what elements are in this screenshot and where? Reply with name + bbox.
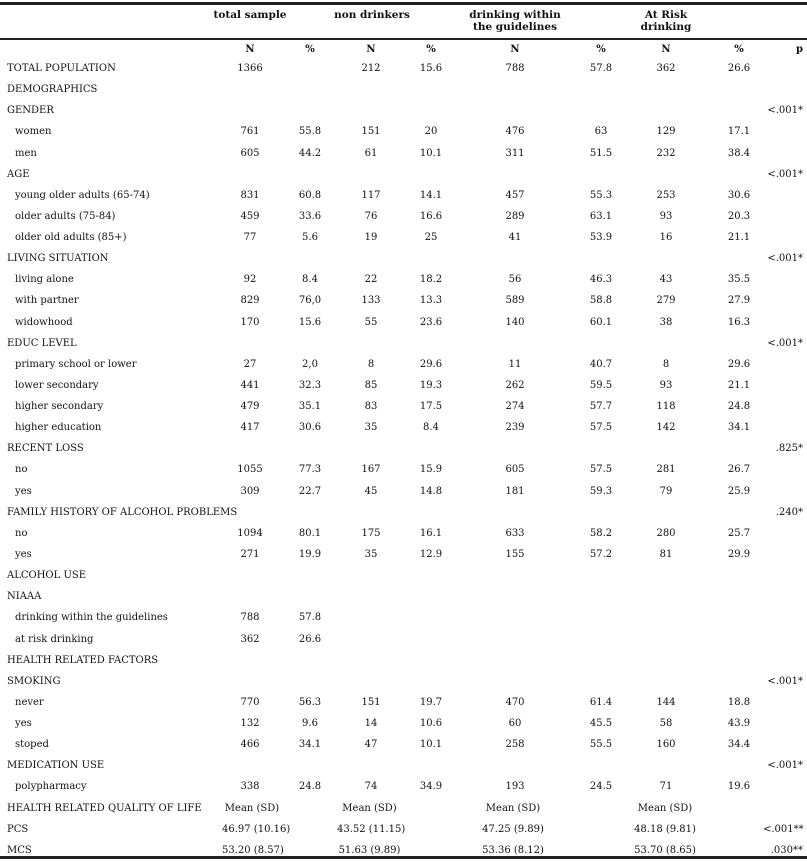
table-cell: 155 (505, 548, 525, 560)
row-label: HEALTH RELATED FACTORS (7, 654, 159, 666)
mean-row (0, 798, 807, 819)
row-label: drinking within the guidelines (15, 612, 168, 624)
p-value-cell: .240* (775, 506, 803, 518)
table-cell: 232 (656, 147, 676, 159)
table-cell: 29.9 (727, 548, 751, 560)
table-row (0, 523, 807, 544)
table-cell: 47 (364, 739, 378, 751)
row-label: higher secondary (15, 401, 104, 413)
table-cell: 8.4 (423, 422, 439, 434)
table-cell: 57.7 (589, 401, 613, 413)
table-cell: 40.7 (589, 358, 613, 370)
table-cell: 58.8 (589, 295, 613, 307)
row-label: FAMILY HISTORY OF ALCOHOL PROBLEMS (7, 506, 238, 518)
subheader-pct: % (426, 44, 436, 55)
table-cell: 15.9 (419, 464, 443, 476)
table-cell: 35.1 (298, 401, 322, 413)
table-cell: 470 (505, 696, 525, 708)
table-cell: 26.6 (727, 63, 751, 74)
table-cell: 61 (364, 147, 378, 159)
row-label: RECENT LOSS (7, 443, 84, 455)
row-label: yes (15, 718, 32, 730)
table-cell: 35 (364, 548, 378, 560)
row-label: primary school or lower (15, 358, 137, 370)
mean-row (0, 819, 807, 840)
table-cell: 144 (656, 696, 676, 708)
table-cell: 160 (656, 739, 676, 751)
table-cell: 55 (364, 316, 378, 328)
row-label: MEDICATION USE (7, 760, 105, 772)
table-cell: 34.1 (727, 422, 751, 434)
table-cell: 34.4 (727, 739, 751, 751)
table-cell: 57.5 (589, 422, 613, 434)
table-section-row (0, 100, 807, 121)
table-cell: 41 (508, 232, 522, 244)
table-cell: 93 (659, 210, 673, 222)
table-cell: 18.2 (419, 274, 443, 286)
table-cell: 633 (505, 527, 525, 539)
mean-cell: Mean (SD) (224, 802, 280, 814)
table-cell: 33.6 (298, 210, 322, 222)
table-cell: 262 (505, 379, 525, 391)
table-cell: 5.6 (302, 232, 318, 244)
table-cell: 24.5 (589, 781, 613, 793)
table-cell: 19.3 (419, 379, 443, 391)
table-cell: 212 (361, 63, 381, 74)
table-cell: 9.6 (302, 718, 318, 730)
row-label: widowhood (15, 316, 73, 328)
table-row (0, 713, 807, 734)
row-label: older adults (75-84) (15, 210, 116, 222)
p-value-cell: <.001* (767, 760, 803, 772)
table-cell: 21.1 (727, 379, 751, 391)
table-cell: 60.8 (298, 189, 322, 201)
header-drinking-within-guidelines: drinking within the guidelines (469, 9, 561, 33)
table-cell: 193 (505, 781, 525, 793)
p-value-cell: .825* (775, 443, 803, 455)
table-cell: 117 (361, 189, 381, 201)
table-cell: 14 (364, 718, 378, 730)
table-row (0, 375, 807, 396)
table-cell: 118 (656, 401, 676, 413)
table-row (0, 269, 807, 290)
table-section-row (0, 333, 807, 354)
table-row (0, 354, 807, 375)
table-cell: 38 (659, 316, 673, 328)
mean-cell: 48.18 (9.81) (634, 823, 696, 835)
table-cell: 60.1 (589, 316, 613, 328)
mean-cell: 53.70 (8.65) (634, 844, 696, 856)
table-cell: 12.9 (419, 548, 443, 560)
row-label: EDUC LEVEL (7, 337, 77, 349)
mean-cell: 47.25 (9.89) (482, 823, 544, 835)
table-cell: 30.6 (298, 422, 322, 434)
table-cell: 831 (240, 189, 260, 201)
table-cell: 8 (662, 358, 670, 370)
table-row (0, 143, 807, 164)
table-cell: 76 (364, 210, 378, 222)
table-row (0, 607, 807, 628)
table-cell: 35 (364, 422, 378, 434)
table-cell: 77 (243, 232, 257, 244)
row-label: no (15, 527, 28, 539)
table-cell: 23.6 (419, 316, 443, 328)
p-value-cell: <.001* (767, 253, 803, 265)
table-cell: 170 (240, 316, 260, 328)
table-cell: 55.3 (589, 189, 613, 201)
table-cell: 56 (508, 274, 522, 286)
table-cell: 14.1 (419, 189, 443, 201)
table-row (0, 206, 807, 227)
table-cell: 1094 (237, 527, 263, 539)
table-cell: 175 (361, 527, 381, 539)
table-cell: 829 (240, 295, 260, 307)
row-label: GENDER (7, 105, 54, 117)
table-section-row (0, 755, 807, 776)
table-cell: 38.4 (727, 147, 751, 159)
table-cell: 19.6 (727, 781, 751, 793)
table-cell: 29.6 (727, 358, 751, 370)
mean-cell: Mean (SD) (485, 802, 541, 814)
row-label: older old adults (85+) (15, 232, 127, 244)
table-cell: 1366 (237, 63, 263, 74)
table-cell: 417 (240, 422, 260, 434)
table-cell: 34.9 (419, 781, 443, 793)
p-value-cell: <.001* (767, 675, 803, 687)
subheader-n: N (510, 44, 520, 55)
table-cell: 55.8 (298, 126, 322, 138)
table-cell: 8.4 (302, 274, 318, 286)
table-cell: 129 (656, 126, 676, 138)
table-cell: 17.5 (419, 401, 443, 413)
table-cell: 79 (659, 485, 673, 497)
table-cell: 10.1 (419, 147, 443, 159)
table-cell: 1055 (237, 464, 263, 476)
table-cell: 61.4 (589, 696, 613, 708)
table-cell: 59.5 (589, 379, 613, 391)
table-cell: 30.6 (727, 189, 751, 201)
subheader-pct: % (734, 44, 744, 55)
table-cell: 279 (656, 295, 676, 307)
table-cell: 43 (659, 274, 673, 286)
table-cell: 309 (240, 485, 260, 497)
row-label: MCS (7, 844, 32, 856)
table-cell: 57.8 (589, 63, 613, 74)
table-row (0, 185, 807, 206)
table-cell: 15.6 (419, 63, 443, 74)
mean-cell: 51.63 (9.89) (338, 844, 401, 856)
table-cell: 77.3 (298, 464, 322, 476)
table-cell: 22 (364, 274, 378, 286)
row-label: AGE (7, 168, 30, 180)
table-row (0, 776, 807, 797)
table-section-row (0, 58, 807, 79)
table-cell: 57.5 (589, 464, 613, 476)
subheader-pct: % (596, 44, 606, 55)
table-cell: 74 (364, 781, 378, 793)
table-row (0, 227, 807, 248)
table-cell: 151 (361, 126, 381, 138)
table-section-row (0, 164, 807, 185)
table-cell: 271 (240, 548, 260, 560)
row-label: higher education (15, 422, 102, 434)
table-cell: 133 (361, 295, 381, 307)
table-cell: 46.3 (589, 274, 613, 286)
table-cell: 788 (505, 63, 525, 74)
table-cell: 181 (505, 485, 525, 497)
table-section-row (0, 565, 807, 586)
subheader-n: N (245, 44, 255, 55)
row-label: young older adults (65-74) (15, 189, 150, 201)
subheader-p: p (796, 44, 803, 55)
table-cell: 605 (240, 147, 260, 159)
p-value-cell: <.001* (767, 337, 803, 349)
table-row (0, 481, 807, 502)
table-cell: 25.9 (727, 485, 751, 497)
table-section-row (0, 586, 807, 607)
mean-cell: Mean (SD) (342, 802, 397, 814)
table-cell: 20.3 (727, 210, 751, 222)
table-cell: 44.2 (298, 147, 322, 159)
mean-cell: 53.36 (8.12) (482, 844, 544, 856)
table-row (0, 692, 807, 713)
table-cell: 151 (361, 696, 381, 708)
table-cell: 14.8 (419, 485, 443, 497)
table-row (0, 417, 807, 438)
table-cell: 167 (361, 464, 381, 476)
row-label: polypharmacy (15, 781, 87, 793)
table-row (0, 121, 807, 142)
table-row (0, 396, 807, 417)
table-cell: 71 (659, 781, 673, 793)
table-section-row (0, 671, 807, 692)
table-cell: 58.2 (589, 527, 613, 539)
row-label: PCS (7, 823, 29, 835)
row-label: with partner (15, 295, 79, 307)
subheader-pct: % (305, 44, 315, 55)
row-label: TOTAL POPULATION (7, 63, 116, 74)
table-cell: 17.1 (727, 126, 751, 138)
mean-cell: 46.97 (10.16) (222, 823, 291, 835)
table-cell: 239 (505, 422, 525, 434)
mean-cell: 53.20 (8.57) (222, 844, 284, 856)
table-cell: 142 (656, 422, 676, 434)
table-cell: 80.1 (298, 527, 322, 539)
table-cell: 24.8 (727, 401, 751, 413)
table-cell: 2,0 (302, 358, 318, 370)
table-section-row (0, 502, 807, 523)
table-cell: 27 (243, 358, 257, 370)
table-cell: 19 (364, 232, 378, 244)
table-cell: 132 (240, 718, 260, 730)
table-cell: 258 (505, 739, 525, 751)
row-label: yes (15, 485, 32, 497)
table-cell: 63.1 (589, 210, 613, 222)
row-label: men (15, 147, 37, 159)
table-cell: 788 (240, 612, 260, 624)
table-cell: 13.3 (419, 295, 443, 307)
table-cell: 311 (505, 147, 525, 159)
table-cell: 10.1 (419, 739, 443, 751)
table-section-row (0, 438, 807, 459)
table-cell: 22.7 (298, 485, 322, 497)
table-cell: 85 (364, 379, 378, 391)
table-cell: 479 (240, 401, 260, 413)
table-cell: 24.8 (298, 781, 322, 793)
table-row (0, 544, 807, 565)
table-cell: 93 (659, 379, 673, 391)
table-cell: 19.7 (419, 696, 443, 708)
table-cell: 15.6 (298, 316, 322, 328)
header-at-risk-drinking: At Risk drinking (640, 9, 692, 33)
table-cell: 289 (505, 210, 525, 222)
table-top-rule (0, 2, 807, 5)
table-cell: 19.9 (298, 548, 322, 560)
row-label: lower secondary (15, 379, 99, 391)
table-cell: 16.1 (419, 527, 443, 539)
row-label: LIVING SITUATION (7, 253, 109, 265)
subheader-n: N (661, 44, 671, 55)
table-row (0, 312, 807, 333)
table-cell: 140 (505, 316, 525, 328)
table-cell: 92 (243, 274, 257, 286)
row-label: ALCOHOL USE (7, 570, 87, 582)
table-cell: 27.9 (727, 295, 751, 307)
row-label: stoped (15, 739, 49, 751)
table-row (0, 734, 807, 755)
table-cell: 60 (508, 718, 522, 730)
row-label: living alone (15, 274, 74, 286)
table-cell: 34.1 (298, 739, 322, 751)
table-cell: 441 (240, 379, 260, 391)
p-value-cell: <.001** (763, 823, 804, 835)
table-cell: 57.2 (589, 548, 613, 560)
row-label: at risk drinking (15, 633, 94, 645)
table-cell: 20 (424, 126, 438, 138)
table-section-row (0, 79, 807, 100)
table-cell: 16 (659, 232, 673, 244)
table-cell: 55.5 (589, 739, 613, 751)
table-cell: 253 (656, 189, 676, 201)
row-label: no (15, 464, 28, 476)
table-cell: 26.7 (727, 464, 751, 476)
table-cell: 761 (240, 126, 260, 138)
table-cell: 58 (659, 718, 673, 730)
table-cell: 281 (656, 464, 676, 476)
table-cell: 18.8 (727, 696, 751, 708)
table-cell: 605 (505, 464, 525, 476)
table-cell: 10.6 (419, 718, 443, 730)
table-cell: 11 (508, 358, 522, 370)
table-cell: 274 (505, 401, 525, 413)
table-cell: 459 (240, 210, 260, 222)
table-cell: 51.5 (589, 147, 613, 159)
mean-cell: 43.52 (11.15) (337, 823, 406, 835)
table-cell: 770 (240, 696, 260, 708)
table-cell: 45.5 (589, 718, 613, 730)
table-section-row (0, 650, 807, 671)
header-total-sample: total sample (213, 9, 287, 21)
table-cell: 25 (424, 232, 438, 244)
table-cell: 63 (594, 126, 608, 138)
table-cell: 8 (367, 358, 375, 370)
table-cell: 476 (505, 126, 525, 138)
row-label: never (15, 696, 44, 708)
table-cell: 16.6 (419, 210, 443, 222)
table-cell: 45 (364, 485, 378, 497)
row-label: NIAAA (7, 591, 42, 603)
table-row (0, 629, 807, 650)
table-section-row (0, 248, 807, 269)
table-cell: 280 (656, 527, 676, 539)
row-label: HEALTH RELATED QUALITY OF LIFE (7, 802, 202, 814)
table-cell: 43.9 (727, 718, 751, 730)
table-cell: 59.3 (589, 485, 613, 497)
row-label: SMOKING (7, 675, 61, 687)
table-cell: 589 (505, 295, 525, 307)
table-cell: 362 (240, 633, 260, 645)
table-cell: 32.3 (298, 379, 322, 391)
mean-cell: Mean (SD) (637, 802, 693, 814)
p-value-cell: <.001* (767, 105, 803, 117)
table-cell: 362 (656, 63, 676, 74)
table-row (0, 459, 807, 480)
table-cell: 338 (240, 781, 260, 793)
table-cell: 25.7 (727, 527, 751, 539)
table-cell: 29.6 (419, 358, 443, 370)
subheader-n: N (366, 44, 376, 55)
table-cell: 76,0 (298, 295, 322, 307)
row-label: yes (15, 548, 32, 560)
header-rule (0, 38, 807, 40)
table-cell: 53.9 (589, 232, 613, 244)
table-cell: 81 (659, 548, 673, 560)
header-non-drinkers: non drinkers (334, 9, 410, 21)
row-label: DEMOGRAPHICS (7, 84, 98, 96)
table-bottom-rule (0, 856, 807, 859)
table-cell: 35.5 (727, 274, 751, 286)
row-label: women (15, 126, 52, 138)
p-value-cell: <.001* (767, 168, 803, 180)
table-row (0, 290, 807, 311)
table-cell: 56.3 (298, 696, 322, 708)
table-cell: 457 (505, 189, 525, 201)
p-value-cell: .030** (770, 844, 803, 856)
table-cell: 83 (364, 401, 378, 413)
table-cell: 466 (240, 739, 260, 751)
table-cell: 16.3 (727, 316, 751, 328)
table-cell: 21.1 (727, 232, 751, 244)
table-cell: 26.6 (298, 633, 322, 645)
table-cell: 57.8 (298, 612, 322, 624)
